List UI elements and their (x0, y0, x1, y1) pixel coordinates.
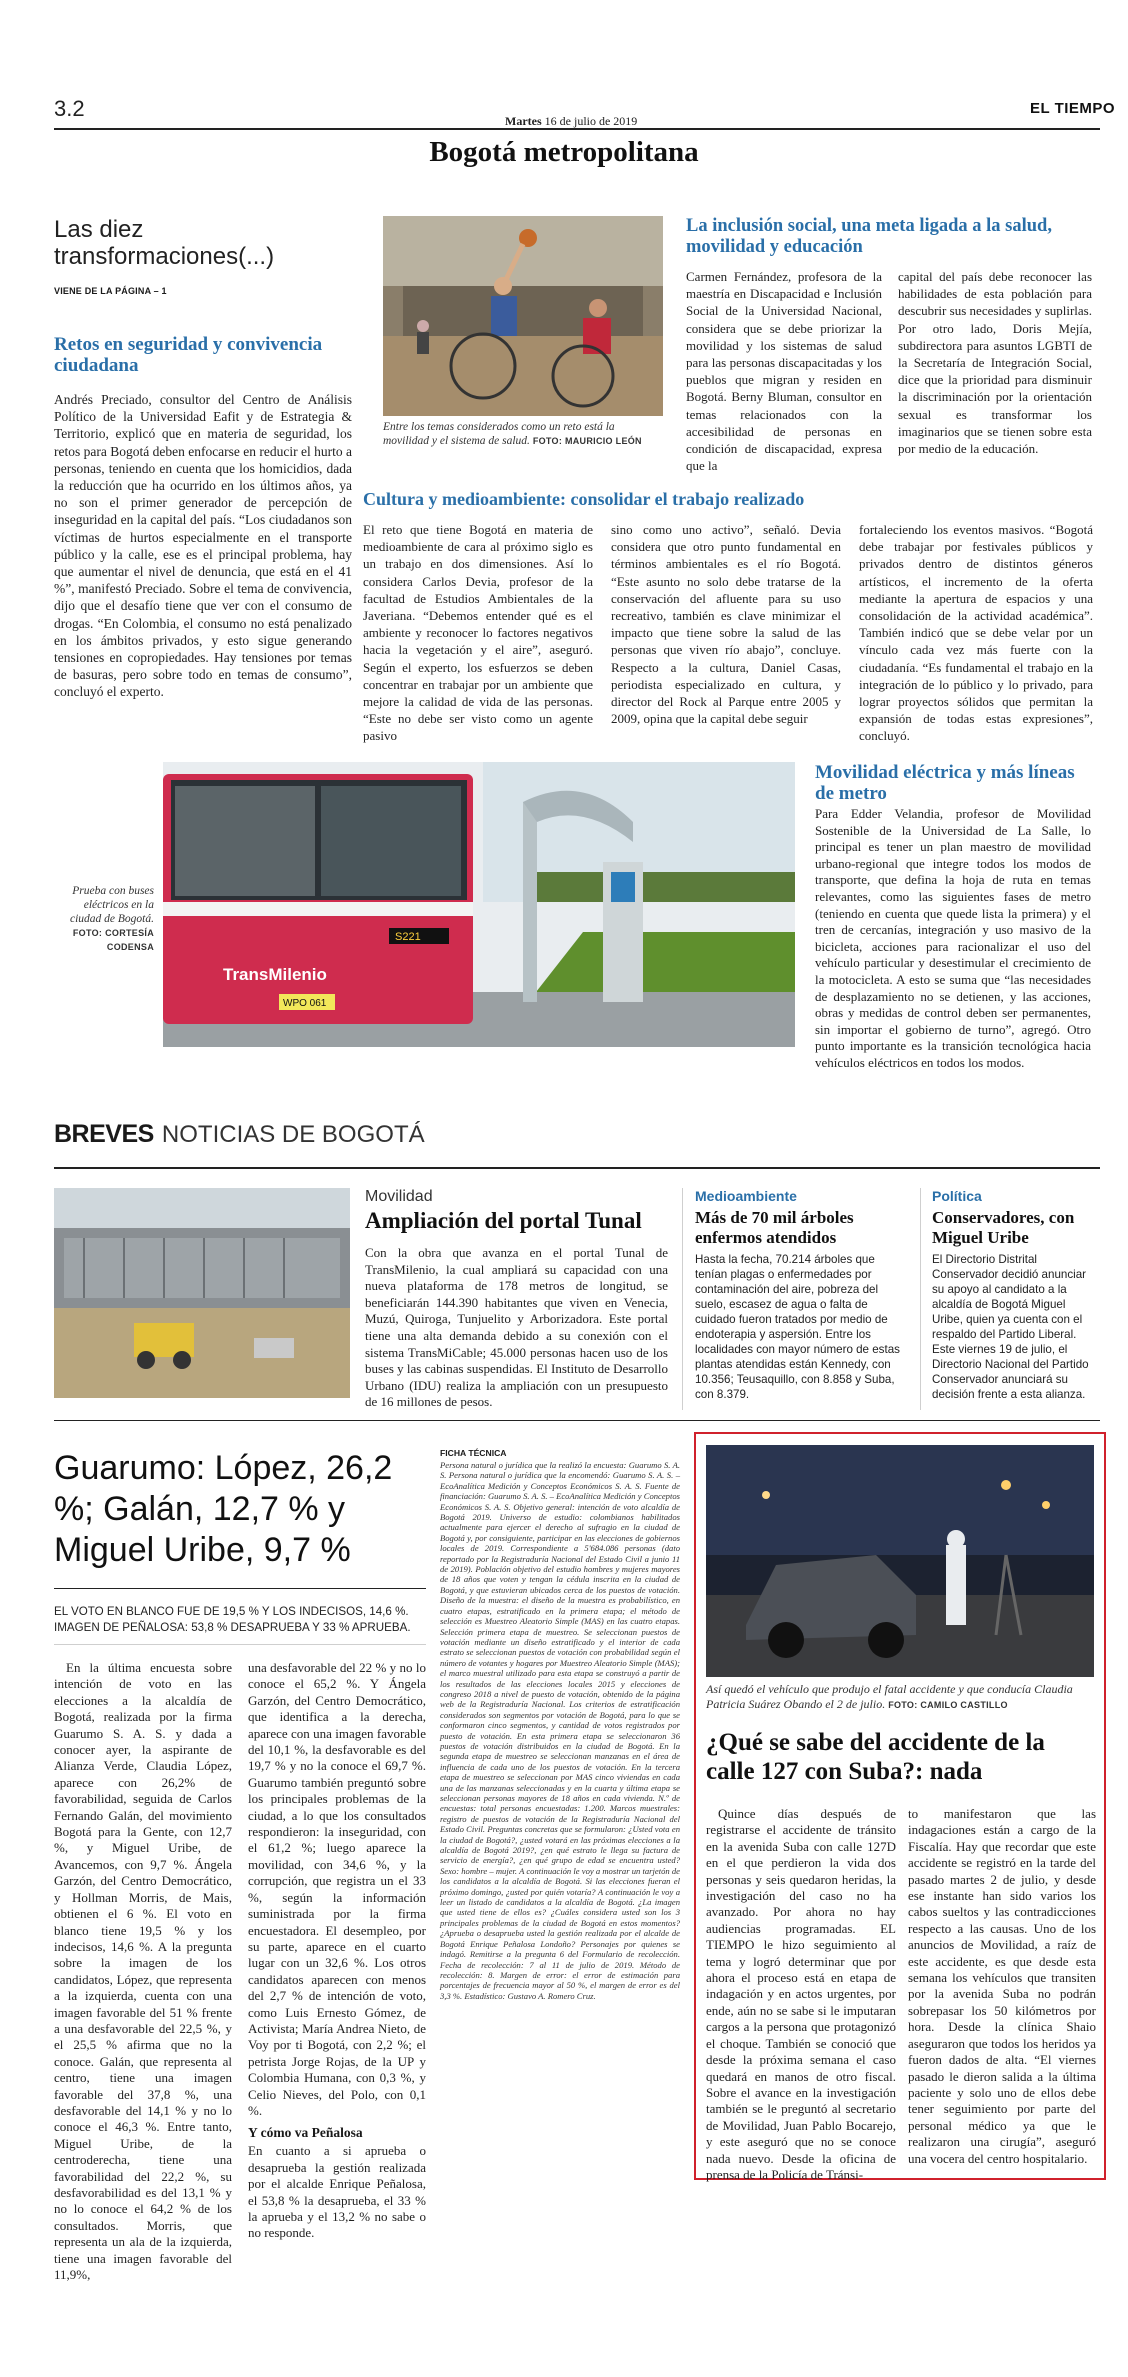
cultura-col1: El reto que tiene Bogotá en materia de medioambiente de cara al próximo siglo es un trabajo en dos dimensiones. Así lo considera Carlos Devia, profesor de la facultad de Estudios Ambientales de la Javeriana. “Debemos entender qué es el ambiente y reconocer lo factores negativos hacia la vegetación y el aire”, aseguró. Según el experto, los esfuerzos se deben concentrar en trabajar por un ambiente que mejore la calidad de vida de las personas. “Este no debe ser visto como un agente pasivo (363, 522, 593, 744)
breves-banner (54, 1120, 1100, 1149)
cultura-heading: Cultura y medioambiente: consolidar el trabajo realizado (363, 489, 805, 509)
arboles-kicker: Medioambiente (695, 1188, 797, 1204)
bus-plate: WPO 061 (283, 998, 327, 1009)
breves-divider-1 (682, 1188, 683, 1410)
breves-label: BREVES (54, 1120, 154, 1148)
photo2-caption (54, 884, 154, 954)
guarumo-headline: Guarumo: López, 26,2 %; Galán, 12,7 % y Miguel Uribe, 9,7 % (54, 1449, 393, 1569)
accident-photo-caption (706, 1682, 1094, 1712)
guarumo-col2 (248, 1660, 426, 2241)
accidente-col1: Quince días después de registrarse el accidente de tránsito en la avenida Suba con calle 127D en el que perdieron la vida dos personas y seis quedaron heridas, la investigación del caso no ha avanzado. Por ahora no hay audiencias programadas. EL TIEMPO le hizo seguimiento al tema y logró determinar que por ahora el proceso está en etapa de indagación y en actos urgentes, por ende, aún no se sabe si le imputaran cargos a la persona que protagonizó el choque. También se conoció que desde la próxima semana el caso quedará en manos de otro fiscal. Sobre el avance en la investigación también se le preguntó al secretario de Movilidad, Juan Pablo Bocarejo, y este aseguró que no se conoce nada nuevo. Desde la oficina de prensa de la Policía de Tránsi- (706, 1806, 896, 2182)
cultura-col2: sino como uno activo”, señaló. Devia considera que otro punto fundamental en términos ambientales es el río Bogotá. “Este asunto no solo debe tratarse de la conservación del afluente para su uso recreativo, también es clave minimizar el impacto que tiene sobre la salud de las personas que viven río abajo”, concluye. Respecto a la cultura, Daniel Casas, periodista especializado en cultura, y director del Rock al Parque entre 2005 y 2009, opina que la capital debe seguir (611, 522, 841, 727)
intro-title-line2: transformaciones(...) (54, 243, 275, 270)
ficha-text: Persona natural o jurídica que la realizó la encuesta: Guarumo S. A. S. Persona natural o jurídica que la encomendó: Guarumo S. A. S. – EcoAnalítica Medición y Conceptos Económicos S. A. S. Fuente de financiación: Guarumo S. A. S. – EcoAnalítica Medición y Conceptos Económicos S. A. S. Objetivo general: intención de voto alcaldía de Bogotá 2019. Universo de estudio: colombianos habilitados actualmente para ejercer el derecho al sufragio en la ciudad de Bogotá y, por consiguiente, participar en las elecciones de gobiernos locales de 2019. Correspondiente a 5'684.086 personas (dato reportado por la Registraduría Nacional del Estado Civil a junio 11 de 2019). Población objetivo del estudio hombres y mujeres mayores de 18 años que voten y tengan la cédula inscrita en la ciudad de Bogotá, y que estuvieran ubicados cerca de los puestos de votación. Diseño de la muestra: el diseño de la muestra es probabilístico, en cuatro etapas, estratificado en la primera etapa; el método de selección es Muestreo Aleatorio Simple (MAS) en las cuatro etapas. Selección primera etapa de muestreo. Se seleccionan puestos de votación mediante un diseño estratificado y el interior de cada estrato se seleccionan puestos de votación con probabilidad según el número de votantes y hogares por Muestreo Aleatorio Simple (MAS); el marco muestral utilizado para esta etapa se construyó a partir de los resultados de las elecciones locales 2015 y elecciones de congreso 2018 a nivel de puesto de votación, obtenido de la página web de la Registraduría Nacional. Los criterios de estratificación considerados son segmentos por votación de Bogotá, para lo que se conformaron cinco segmentos, y cantidad de votos registrados por puesto de votación. En esta primera etapa se seleccionaron 36 puestos de votación distribuidos en la ciudad de Bogotá. En la segunda etapa de muestreo se seleccionan manzanas en el área de influencia de cada uno de los puestos de votación. En la tercera etapa de muestreo se seleccionan por MAS cinco viviendas en cada una de las manzanas seleccionadas y en la cuarta y última etapa se seleccionan personas mayores de 18 años en cada vivienda. N.º de encuestas: total personas encuestadas: 1.200. Marcos muestrales: registro de puestos de votación de la Registraduría Nacional del Estado Civil. Preguntas concretas que se formularon: ¿Usted vota en la ciudad de Bogotá?, ¿usted votará en las próximas elecciones a la alcaldía de Bogotá 2019?, ¿en qué estrato le llega su factura de servicio de energía?, ¿en qué grupo de edad se encuentra usted? Sexo: hombre – mujer. A continuación le voy a mostrar un tarjetón de los candidatos a la alcaldía de Bogotá. Si las elecciones fueran el próximo domingo, ¿usted por quién votaría? A continuación le voy a leer un listado de candidatos a la alcaldía de Bogotá. ¿La imagen que usted tiene de ellos es? ¿Cuáles considera usted son los 3 principales problemas de la ciudad de Bogotá en estos momentos? ¿Aprueba o desaprueba usted la gestión realizada por el alcalde de Bogotá Enrique Peñalosa Londoño? Personajes por quienes se indagó. Remitirse a la pregunta 6 del Formulario de recolección. Fecha de recolección: 7 al 11 de julio de 2019. Método de recolección: 8. Margen de error: el error de estimación para porcentajes de frecuencia mayor al 50 %, el margen de error es del 3,3 %. Estadístico: Gustavo A. Romero Cruz. (440, 1460, 680, 2001)
photo1-caption (383, 420, 663, 448)
breves-sublabel: NOTICIAS DE BOGOTÁ (161, 1121, 425, 1148)
photo2-caption-text: Prueba con buses eléctricos en la ciudad de Bogotá. (70, 885, 154, 925)
wheelchair-basketball-photo (383, 216, 663, 416)
brand-logo: EL TIEMPO (1030, 100, 1116, 117)
basketball-illustration (383, 216, 663, 416)
intro-title-line1: Las diez (54, 216, 144, 243)
ficha-label: FICHA TÉCNICA (440, 1448, 507, 1458)
tunal-kicker: Movilidad (365, 1188, 433, 1205)
guarumo-col2-text: una desfavorable del 22 % y no lo conoce el 65,2 %. Y Ángela Garzón, del Centro Democrático, que identifica a la derecha, aparece con una imagen favorable del 10,1 %, la desfavorable es del 19,7 % y no la conoce el 69,7 %. Guarumo también preguntó sobre los principales problemas de la ciudad, a lo que los consultados respondieron: la inseguridad, con el 61,2 %; luego aparece la movilidad, con 34,6 %, y la corrupción, que registra un el 33 %, según la información suministrada por la firma encuestadora. El desempleo, por su parte, aparece en el cuarto lugar con un 32,6 %. Los otros candidatos aparecen con menos del 2,7 % de intención de voto, como Luis Ernesto Gómez, de Activista; María Andrea Nieto, de Voy por ti Bogotá, con 2,2 %; el petrista Jorge Rojas, de la UP y Colombia Humana, con 0,3 %, y Celio Nieves, del Polo, con 0,1 %. (248, 1660, 426, 2118)
photo1-caption-text: Entre los temas considerados como un reto está la movilidad y el sistema de salud. (383, 421, 615, 447)
guarumo-subhead-rule (54, 1644, 426, 1645)
retos-body: Andrés Preciado, consultor del Centro de Análisis Político de la Universidad Eafit y de Estrategia & Territorio, explicó que en materia de seguridad, los retos para Bogotá deben enfocarse en reducir el hurto a personas, teniendo en cuenta que los homicidios, dada la reducción que ha ocurrido en los últimos años, ya no son el primer generador de percepción de inseguridad en la capital del país. “Los ciudadanos son víctimas de hurtos especialmente en el transporte público y la calle, ese es el principal problema, hay que aumentar el nivel de denuncia, que está en el 41 %”, manifestó Preciado. Sobre el tema de convivencia, dijo que el desafío tiene que ver con el consumo de drogas. “En Colombia, el consumo no está penalizado en los ámbitos privados, y esto sigue generando tensiones en copropiedades. Hay tensiones por temas de basuras, pero sobre todo en temas de consumo”, concluyó el experto. (54, 392, 352, 700)
ficha-tecnica (440, 1448, 680, 2148)
guarumo-col1: En la última encuesta sobre intención de voto en las elecciones a la alcaldía de Bogotá, realizada por la firma Guarumo S. A. S. y dada a conocer ayer, la aspirante de Alianza Verde, Claudia López, aparece con 26,2% de favorabilidad, seguida de Carlos Fernando Galán, del movimiento Bogotá para la Gente, con 12,7 %, y Miguel Uribe, de Avancemos, con 9,7 %. Ángela Garzón, del Centro Democrático, y Hollman Morris, de Mais, obtienen el 6 %. El voto en blanco tiene 19,5 % y los indecisos, 14,6 %. A la pregunta sobre la imagen de los candidatos, López, que representa a la izquierda, cuenta con una imagen favorable del 51 % frente a una desfavorable del 22,5 %, y el 25,5 % afirma que no la conoce. Galán, que representa al centro, tiene una imagen favorable del 37,8 %, una desfavorable del 14,1 % y no lo conoce el 46,3 %. Entre tanto, Miguel Uribe, de la centroderecha, tiene una favorabilidad del 22,2 %, su desfavorabilidad es del 13,1 % y no lo conoce el 64,2 % de los consultados. Morris, que representa un ala de la izquierda, tiene una imagen favorable del 11,9%, (54, 1660, 232, 2283)
guarumo-col2-after: En cuanto a si aprueba o desaprueba la gestión realizada por el alcalde Enrique Peñalosa, el 53,8 % la desaprueba, el 33 % la aprueba y el 13,2 % no sabe o no responde. (248, 2143, 426, 2241)
guarumo-rule (54, 1588, 426, 1589)
bus-brand-text: TransMilenio (223, 965, 327, 984)
photo2-credit: CORTESÍA CODENSA (105, 928, 154, 952)
section-title: Bogotá metropolitana (429, 136, 699, 168)
accident-photo (706, 1445, 1094, 1677)
inclusion-col1: Carmen Fernández, profesora de la maestría en Discapacidad e Inclusión Social de la Universidad Nacional, considera que se debe priorizar la movilidad y los sistemas de salud para las personas discapacitadas y los pueblos que migran y residen en Bogotá. Berny Bluman, consultor en temas relacionados con la accesibilidad de personas en condición de discapacidad, expresa que la (686, 269, 882, 474)
date-text: 16 de julio de 2019 (544, 114, 638, 128)
page-number: 3.2 (54, 96, 85, 121)
date-weekday: Martes (505, 114, 542, 128)
header-rule (54, 128, 1100, 130)
electric-bus-photo (163, 762, 795, 1047)
retos-heading: Retos en seguridad y convivencia ciudadana (54, 334, 323, 376)
issue-date (505, 114, 637, 129)
photo2-credit-label: FOTO: (72, 928, 103, 938)
tunal-portal-photo (54, 1188, 350, 1398)
tunal-title: Ampliación del portal Tunal (365, 1208, 642, 1233)
conservadores-body: El Directorio Distrital Conservador decidió anunciar su apoyo al candidato a la alcaldía de Bogotá Miguel Uribe, quien ya cuenta con el respaldo del Partido Liberal. Este viernes 19 de julio, el Directorio Nacional del Partido Conservador anunciará su decisión frente a esta alianza. (932, 1253, 1089, 1401)
photo1-credit: FOTO: MAURICIO LEÓN (532, 436, 642, 446)
conservadores-title: Conservadores, con Miguel Uribe (932, 1208, 1075, 1247)
movilidad-body: Para Edder Velandia, profesor de Movilidad Sostenible de la Universidad de La Salle, lo principal es tener un plan maestro de movilidad urbano-regional que integre todos los modos de transporte, que defina la hoja de ruta en temas relevantes, como las siguientes fases de metro (teniendo en cuenta que quede lista la primera) y el tren de cercanías, integración y uso masivo de la bicicleta, acciones para racionalizar el uso del vehículo particular y desestimular el crecimiento de la motocicleta. A esto se suma que “las necesidades de desplazamiento no se detienen, y las acciones, obras y medidas de control deben ser permanentes, sin importar el gobierno de turno”, agregó. Otro punto importante es la transición tecnológica hacia vehículos eléctricos en todos los modos. (815, 806, 1091, 1070)
accidente-col2: to manifestaron que las indagaciones están a cargo de la Fiscalía. Hay que recordar que este accidente se registró en la tarde del pasado martes 2 de julio, y desde ese instante han sido varios los cabos sueltos y las contradicciones respecto a las causas. Uno de los anuncios de Movilidad, a raíz de este accidente, es que desde esta semana los vehículos que transiten por la avenida Suba no podrán sobrepasar los 50 kilómetros por hora. Desde la clínica Shaio aseguraron que todos los heridos ya fueron dados de alta. “El viernes pasado le dieron salida a la última paciente y solo uno de ellos debe tener seguimiento por parte del personal médico ya que le realizaron una cirugía”, aseguró una vocera del centro hospitalario. (908, 1806, 1096, 2166)
accident-photo-credit: FOTO: CAMILO CASTILLO (888, 1699, 1008, 1710)
guarumo-subhead: EL VOTO EN BLANCO FUE DE 19,5 % Y LOS INDECISOS, 14,6 %. IMAGEN DE PEÑALOSA: 53,8 % DESAPRUEBA Y 33 % APRUEBA. (54, 1605, 411, 1634)
conservadores-kicker: Política (932, 1188, 982, 1204)
inclusion-col2: capital del país debe reconocer las habilidades de esta población para descubrir sus necesidades y suplirlas. Por otro lado, Doris Mejía, subdirectora para asuntos LGBTI de la Secretaría de Integración Social, dice que la prioridad para disminuir la discriminación por la orientación sexual es transformar los imaginarios que se tienen sobre esta por medio de la educación. (898, 269, 1092, 457)
cultura-col3: fortaleciendo los eventos masivos. “Bogotá debe trabajar por festivales públicos y privados dentro de distintos géneros artísticos, el incremento de la oferta mediante la apertura de espacios y una consolidación de la actividad académica”. También indicó que se debe velar por un vínculo cada vez más fuerte con la ciudadanía. “Es fundamental el trabajo en la integración de lo público y lo privado, para lograr proyectos sólidos que permitan la expansión de todas estas expresiones”, concluyó. (859, 522, 1093, 744)
arboles-body: Hasta la fecha, 70.214 árboles que tenían plagas o enfermedades por contaminación del aire, pobreza del suelo, escasez de agua o falta de cuidado fueron tratados por medio de endoterapia y aspersión. Entre los localidades con mayor número de estas plantas atendidas están Kennedy, con 10.356; Teusaquillo, con 8.858 y Suba, con 8.379. (695, 1253, 900, 1401)
bus-route-sign: S221 (395, 931, 421, 943)
accidente-headline: ¿Qué se sabe del accidente de la calle 127 con Suba?: nada (706, 1729, 1045, 1785)
breves-bottom-rule (54, 1420, 1100, 1421)
construction-illustration (54, 1188, 350, 1398)
inclusion-heading: La inclusión social, una meta ligada a la salud, movilidad y educación (686, 216, 1052, 257)
guarumo-col2-subhead: Y cómo va Peñalosa (248, 2125, 363, 2141)
movilidad-heading: Movilidad eléctrica y más líneas de metro (815, 762, 1075, 804)
arboles-title: Más de 70 mil árboles enfermos atendidos (695, 1208, 854, 1247)
breves-divider-2 (920, 1188, 921, 1410)
intro-title (54, 216, 354, 270)
continued-from: VIENE DE LA PÁGINA – 1 (54, 286, 167, 296)
breves-rule (54, 1167, 1100, 1169)
tunal-body: Con la obra que avanza en el portal Tunal de TransMilenio, la cual ampliará su capacidad con una nueva plataforma de 178 metros de longitud, se beneficiarán 144.390 habitantes que viven en Venecia, Muzú, Quiroga, Tunjuelito y Arborizadora. Este portal tiene una alta demanda debido a su conexión con el sistema TransMiCable; 45.000 personas hacen uso de los buses y las cabinas suspendidas. El Instituto de Desarrollo Urbano (IDU) realiza la ampliación con un presupuesto de 16 millones de pesos. (365, 1245, 668, 1410)
accident-caption-text: Así quedó el vehículo que produjo el fatal accidente y que conducía Claudia Patricia Suárez Obando el 2 de julio. (706, 1682, 1073, 1711)
bus-illustration (163, 762, 795, 1047)
accident-illustration (706, 1445, 1094, 1677)
